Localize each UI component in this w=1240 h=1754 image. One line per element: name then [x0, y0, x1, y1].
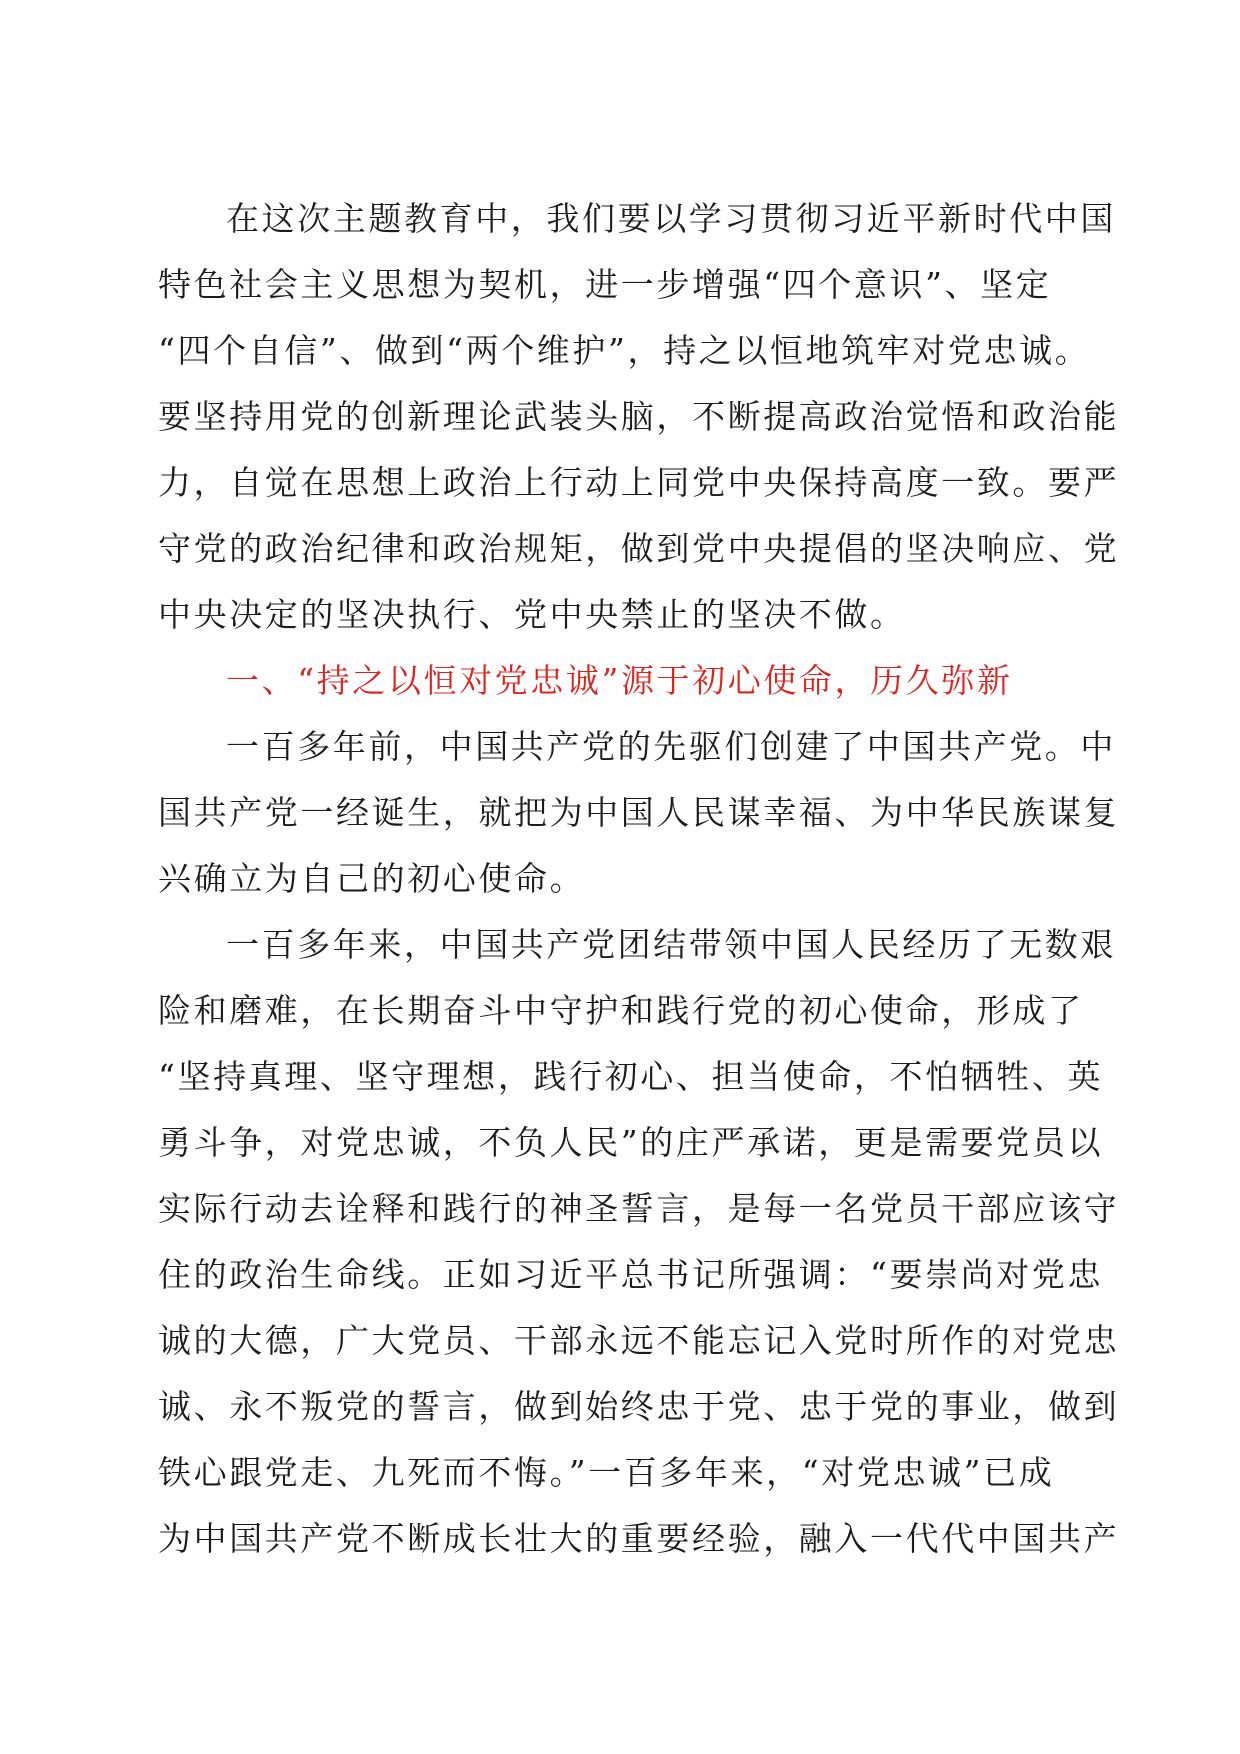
text-line: “坚持真理、坚守理想，践行初心、担当使命，不怕牺牲、英: [158, 1057, 1104, 1096]
text-line: 一百多年前，中国共产党的先驱们创建了中国共产党。中: [226, 727, 1116, 766]
text-line: 诚的大德，广大党员、干部永远不能忘记入党时所作的对党忠: [158, 1321, 1120, 1360]
paragraph-century: [158, 912, 1120, 1572]
text-line: “四个自信”、做到“两个维护”，持之以恒地筑牢对党忠诚。: [158, 331, 1091, 370]
section-heading: [158, 648, 1058, 714]
document-body: [158, 186, 1120, 1572]
text-line: 兴确立为自己的初心使命。: [158, 859, 586, 898]
text-line: 险和磨难，在长期奋斗中守护和践行党的初心使命，形成了: [158, 991, 1084, 1030]
text-line: 特色社会主义思想为契机，进一步增强“四个意识”、坚定: [158, 265, 1052, 304]
text-line: 守党的政治纪律和政治规矩，做到党中央提倡的坚决响应、党: [158, 529, 1120, 568]
paragraph-intro: [158, 186, 1120, 648]
text-line: 一百多年来，中国共产党团结带领中国人民经历了无数艰: [226, 925, 1116, 964]
text-line: 中央决定的坚决执行、党中央禁止的坚决不做。: [158, 595, 906, 634]
text-line: 实际行动去诠释和践行的神圣誓言，是每一名党员干部应该守: [158, 1189, 1120, 1228]
text-line: 国共产党一经诞生，就把为中国人民谋幸福、为中华民族谋复: [158, 793, 1120, 832]
text-line: 勇斗争，对党忠诚，不负人民”的庄严承诺，更是需要党员以: [158, 1123, 1104, 1162]
text-line: 诚、永不叛党的誓言，做到始终忠于党、忠于党的事业，做到: [158, 1387, 1120, 1426]
text-line: 铁心跟党走、九死而不悔。”一百多年来，“对党忠诚”已成: [158, 1453, 1055, 1492]
section-heading-text: 一、“持之以恒对党忠诚”源于初心使命，历久弥新: [226, 661, 1013, 700]
text-line: 为中国共产党不断成长壮大的重要经验，融入一代代中国共产: [158, 1519, 1120, 1558]
text-line: 在这次主题教育中，我们要以学习贯彻习近平新时代中国: [226, 199, 1116, 238]
text-line: 力，自觉在思想上政治上行动上同党中央保持高度一致。要严: [158, 463, 1120, 502]
paragraph-founding: [158, 714, 1120, 912]
text-line: 要坚持用党的创新理论武装头脑，不断提高政治觉悟和政治能: [158, 397, 1120, 436]
text-line: 住的政治生命线。正如习近平总书记所强调：“要崇尚对党忠: [158, 1255, 1104, 1294]
